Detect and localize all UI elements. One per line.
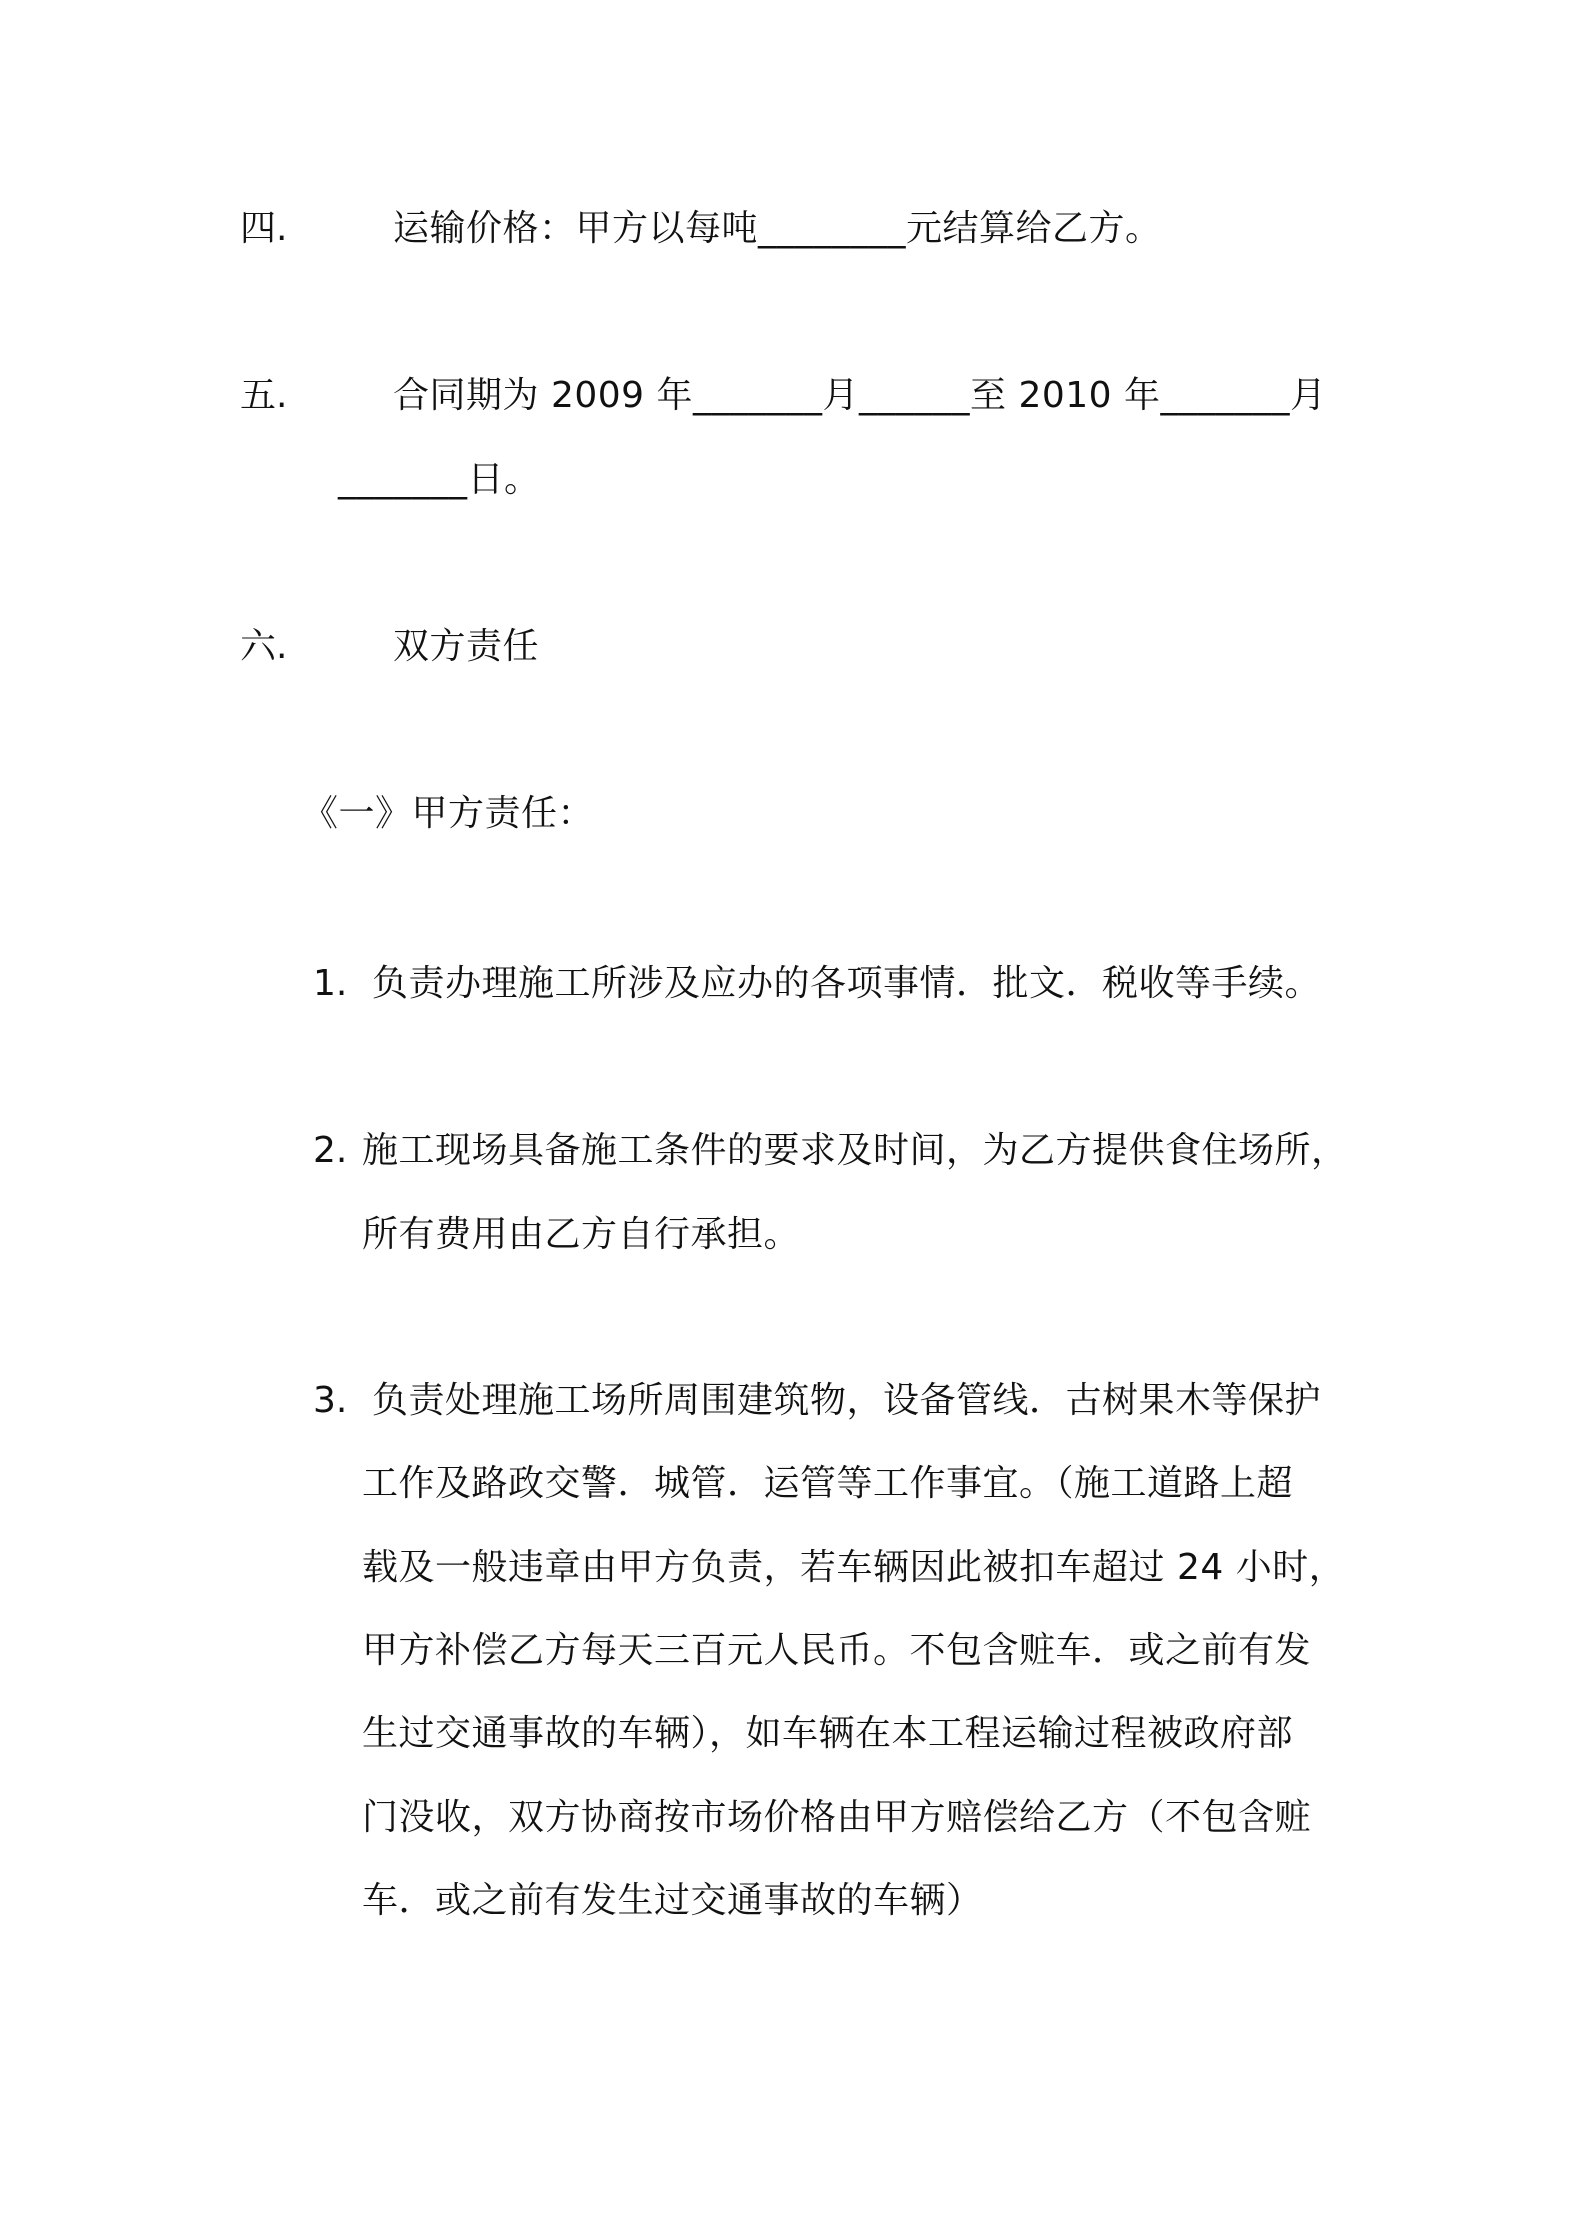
item-2-number: 2. [313,1130,348,1171]
section-4-text: 运输价格：甲方以每吨________元结算给乙方。 [393,208,1162,249]
item-3-line-6: 门没收，双方协商按市场价格由甲方赔偿给乙方（不包含赃 [362,1797,1312,1838]
section-number-6: 六. [240,626,288,667]
section-number-5: 五. [240,375,288,416]
item-3-number: 3. [313,1380,348,1421]
item-3-line-3: 载及一般违章由甲方负责，若车辆因此被扣车超过 24 小时， [362,1547,1346,1588]
section-5-line-2: _______日。 [338,459,541,500]
item-3-line-1: 负责处理施工场所周围建筑物，设备管线．古树果木等保护 [372,1380,1322,1421]
item-3-line-7: 车．或之前有发生过交通事故的车辆） [362,1880,983,1921]
item-3-line-2: 工作及路政交警．城管．运管等工作事宜。（施工道路上超 [362,1463,1294,1504]
item-2-line-1: 施工现场具备施工条件的要求及时间，为乙方提供食住场所， [362,1130,1348,1171]
item-3-line-5: 生过交通事故的车辆），如车辆在本工程运输过程被政府部 [362,1713,1294,1754]
item-3-line-4: 甲方补偿乙方每天三百元人民币。不包含赃车．或之前有发 [362,1630,1312,1671]
item-1-text: 负责办理施工所涉及应办的各项事情．批文．税收等手续。 [372,963,1322,1004]
section-6-text: 双方责任 [393,626,540,667]
section-5-line-1: 合同期为 2009 年_______月______至 2010 年_______月 [393,375,1327,416]
section-number-4: 四. [240,208,288,249]
item-2-line-2: 所有费用由乙方自行承担。 [362,1214,801,1255]
item-1-number: 1. [313,963,348,1004]
party-a-heading: 《一》甲方责任： [302,793,595,834]
